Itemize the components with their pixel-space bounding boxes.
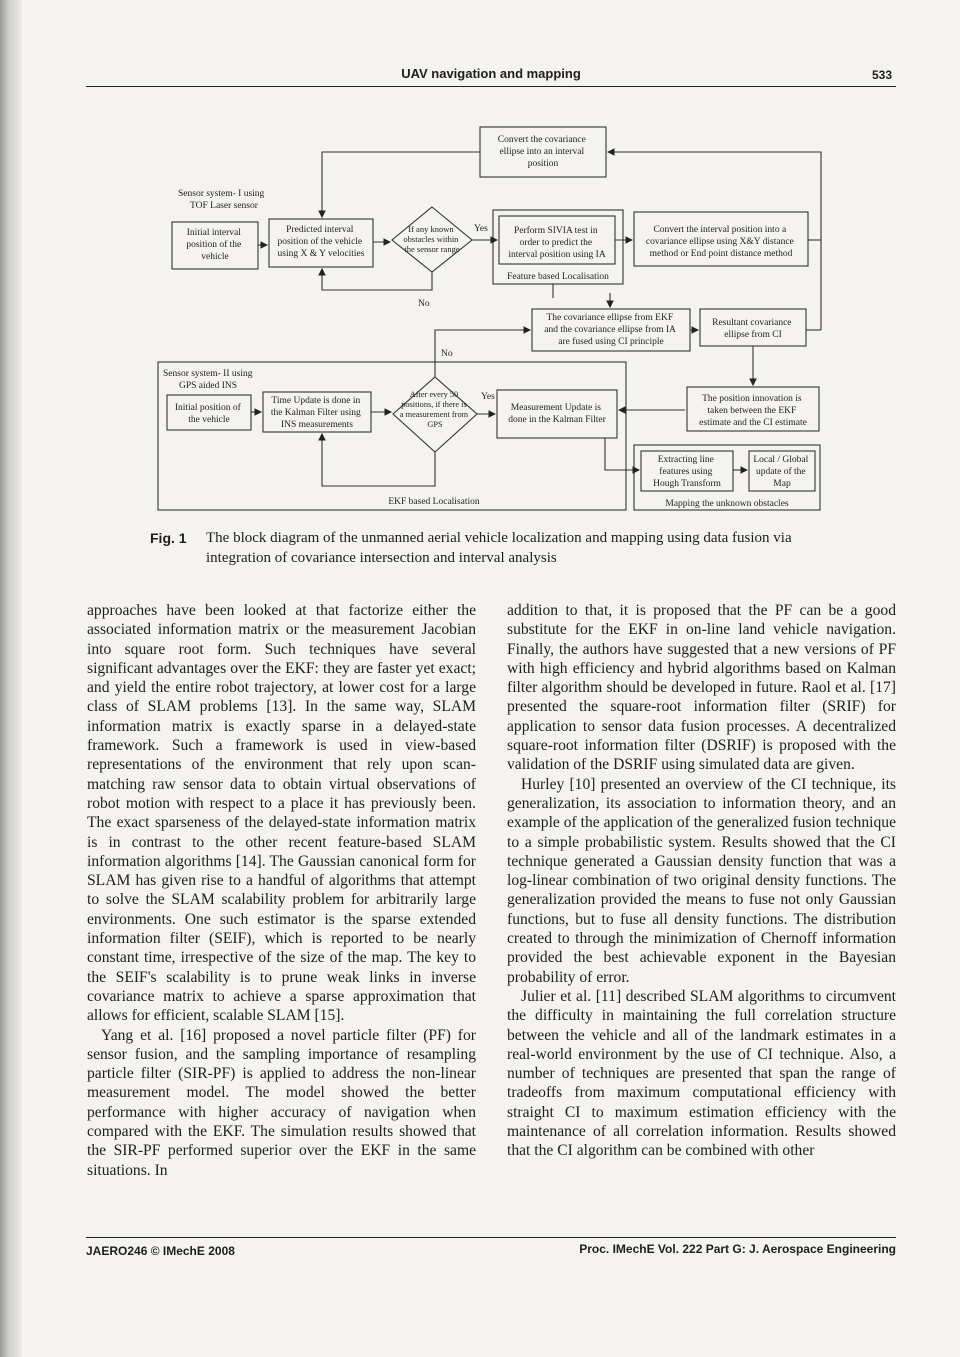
page-number: 533 — [871, 68, 892, 82]
fig-text-time-update: Time Update is done in the Kalman Filter using INS measurements — [270, 396, 361, 430]
fig-text-mapping: Mapping the unknown obstacles — [665, 499, 789, 509]
block-diagram — [0, 0, 960, 530]
right-paragraph: Hurley [10] presented an overview of the CI technique, its generalization, its association to information theory, and an example of the application of the generalized fusion technique to a simple probabilistic system. Results showed that the CI technique generated a Gaussian density function that was a log-linear combination of two original density functions. The generalization provided the means to fuse not only Gaussian functions, but to fuse all density functions. The distribution created to through the minimization of Chernoff information provided the best achievable exponent in the Bayesian probability of error. — [507, 775, 896, 986]
fig-text-decision1: If any known obstacles within the sensor range — [403, 224, 460, 254]
running-title: UAV navigation and mapping — [401, 66, 581, 81]
box-meas-update — [497, 390, 617, 438]
fig-text-predicted-interval: Predicted interval position of the vehicle using X & Y velocities — [277, 225, 365, 259]
figure-label: Fig. 1 — [150, 530, 187, 546]
left-column — [87, 601, 476, 1180]
fig-text-sensor2: Sensor system- II using GPS aided INS — [163, 369, 253, 391]
fig-text-innovation: The position innovation is taken between the EKF estimate and the CI estimate — [699, 394, 807, 428]
footer-journal-id: JAERO246 © IMechE 2008 — [86, 1244, 235, 1258]
fig-text-meas-update: Measurement Update is done in the Kalman Filter — [508, 403, 606, 425]
fig-text-decision2: After every 50 positions, if there is a measurement from GPS — [399, 390, 469, 429]
fig-edge-no-2: No — [441, 349, 453, 359]
running-footer — [86, 1237, 896, 1260]
fig-text-initial-interval: Initial interval position of the vehicle — [186, 228, 242, 262]
left-paragraph: Yang et al. [16] proposed a novel particle filter (PF) for sensor fusion, and the sampling importance of resampling particle filter (SIR-PF) is applied to address the non-linear measurement model. The model showed the better performance with higher accuracy of navigation when compared with the EKF. The simulation results showed that the SIR-PF performed superior over the EKF in the same situations. In — [87, 1026, 476, 1179]
fig-text-local-global: Local / Global update of the Map — [753, 455, 809, 489]
fig-text-initial-vehicle: Initial position of the vehicle — [174, 403, 241, 425]
fig-edge-no-1: No — [418, 299, 430, 309]
fig-edge-yes-1: Yes — [474, 224, 488, 234]
fig-text-resultant: Resultant covariance ellipse from CI — [712, 318, 792, 340]
right-column — [507, 601, 896, 1161]
fig-text-convert-interval: Convert the interval position into a covariance ellipse using X&Y distance method or End point distance method — [645, 225, 794, 259]
right-paragraph: addition to that, it is proposed that the PF can be a good substitute for the EKF in on-line land vehicle navigation. Finally, the authors have suggested that a new versions of PF with high efficiency and hybrid algorithms based on Kalman filter algorithm should be developed in future. Raol et al. [17] presented the square-root information filter (SRIF) for application to sensor data fusion processes. A decentralized square-root information filter (DSRIF) is proposed with the validation of the DSRIF using simulated data are given. — [507, 602, 896, 774]
right-paragraph: Julier et al. [11] described SLAM algorithms to circumvent the difficulty in maintaining the full correlation structure between the vehicle and all of the landmark estimates in a real-world environment by the use of CI technique. Also, a number of techniques are presented that span the range of tradeoffs from maximum computational efficiency with straight CI to maximum estimation efficiency with the maintenance of all correlation information. Results showed that the CI algorithm can be combined with other — [507, 987, 896, 1160]
footer-journal-name: Proc. IMechE Vol. 222 Part G: J. Aerospace Engineering — [579, 1242, 896, 1256]
left-paragraph: approaches have been looked at that factorize either the associated information matrix or the measurement Jacobian into square root form. Such techniques have several significant advantages over the EKF: they are faster yet exact; and yield the entire robot trajectory, at lower cost for a large class of SLAM problems [13]. In the same way, SLAM information matrix is exactly sparse in a delayed-state framework. Such a framework is used in view-based representations of the environment that rely upon scan-matching raw sensor data to obtain virtual observations of robot motion with respect to a place it has previously been. The exact sparseness of the delayed-state information matrix is in contrast to the other recent feature-based SLAM information algorithms [14]. The Gaussian canonical form for SLAM has given rise to a handful of algorithms that attempt to solve the SLAM scalability problem for arbitrarily large environments. One such estimator is the sparse extended information filter (SEIF), which is reported to be nearly constant time, irrespective of the size of the map. The key to the SEIF's scalability is to prune weak links in inverse covariance matrix to achieve a sparse approximation that allows for efficient, scalable SLAM [15]. — [87, 602, 476, 1025]
fig-text-sivia: Perform SIVIA test in order to predict the interval position using IA — [508, 226, 606, 260]
fig-edge-yes-2: Yes — [481, 392, 495, 402]
fig-text-sensor1: Sensor system- I using TOF Laser sensor — [178, 189, 265, 211]
fig-text-fused: The covariance ellipse from EKF and the covariance ellipse from IA are fused using CI principle — [544, 313, 676, 347]
fig-text-extract-lines: Extracting line features using Hough Transform — [653, 455, 721, 489]
fig-text-convert-cov: Convert the covariance ellipse into an interval position — [497, 135, 586, 169]
figure-caption-text: The block diagram of the unmanned aerial vehicle localization and mapping using data fusion via integration of covariance intersection and interval analysis — [206, 530, 792, 566]
fig-text-ekf-based: EKF based Localisation — [388, 497, 480, 507]
fig-text-feature-based: Feature based Localisation — [507, 272, 609, 282]
